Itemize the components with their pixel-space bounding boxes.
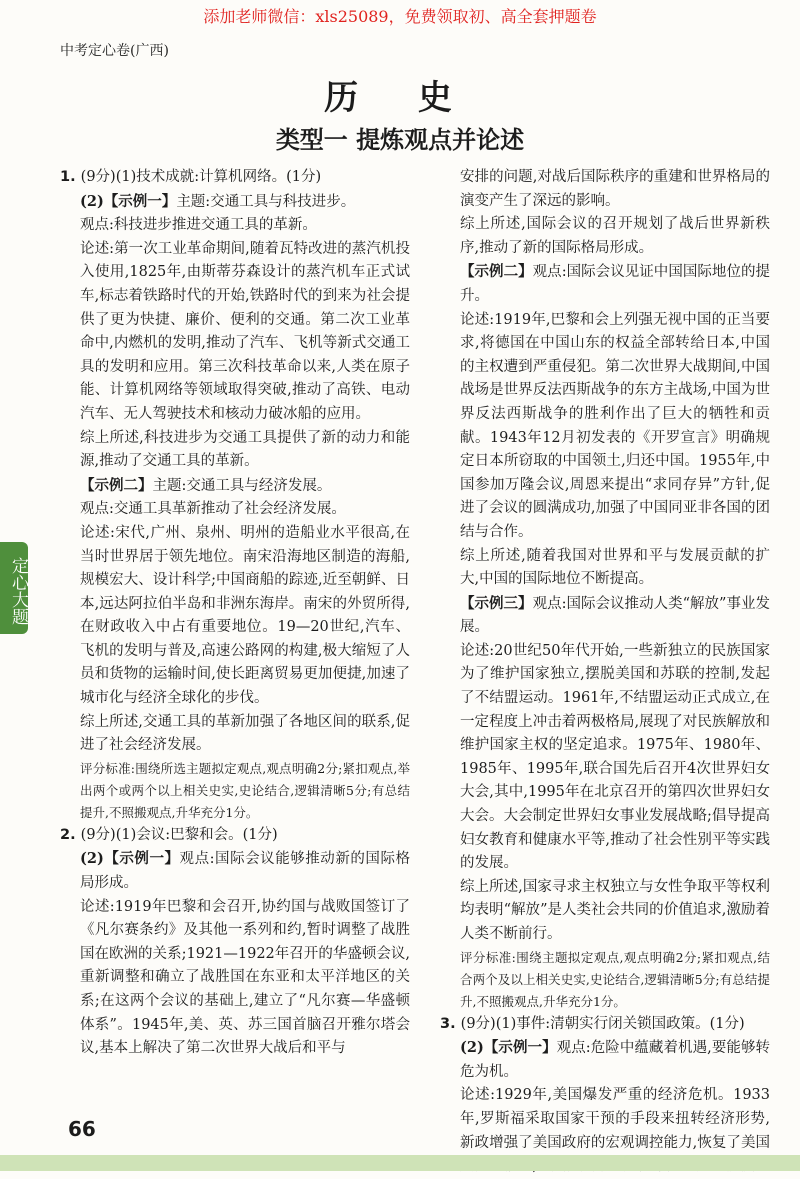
left-column: [60, 166, 410, 1061]
paragraph-text: 综上所述,国家寻求主权独立与女性争取平等权利均表明“解放”是人类社会共同的价值追求,激励着人类不断前行。: [460, 878, 770, 942]
answer-paragraph: [60, 711, 410, 758]
answer-paragraph: [60, 896, 410, 1061]
paragraph-text: 观点:危险中蕴藏着机遇,要能够转危为机。: [460, 1040, 770, 1080]
scoring-criteria: [440, 947, 770, 1013]
example-tag: 【示例二】: [80, 476, 153, 494]
paragraph-text: 论述:1919年巴黎和会召开,协约国与战败国签订了《凡尔赛条约》及其他一系列和约,暂时调整了战胜国在欧洲的关系;1921—1922年召开的华盛顿会议,重新调整和确立了战胜国在东亚和太平洋地区的关系;在这两个会议的基础上,建立了“凡尔赛—华盛顿体系”。1945年,美、英、苏三国首脑召开雅尔塔会议,基本上解决了第二次世界大战后和平与: [80, 898, 410, 1057]
section-subtitle: 类型一 提炼观点并论述: [275, 126, 525, 154]
question-heading: [60, 166, 410, 190]
exam-series-label: 中考定心卷(广西): [60, 43, 169, 59]
paragraph-text: 主题:交通工具与经济发展。: [152, 477, 332, 494]
answer-paragraph: [60, 522, 410, 711]
example-tag: (2)【示例一】: [80, 850, 180, 868]
answer-paragraph: [440, 166, 770, 213]
answer-paragraph: [440, 260, 770, 308]
question-text: (9分)(1)技术成就:计算机网络。(1分): [80, 169, 322, 185]
bottom-decor-bar: [0, 1155, 800, 1171]
answer-paragraph: [60, 498, 410, 522]
watermark-banner: 添加老师微信：xls25089，免费领取初、高全套押题卷: [203, 7, 597, 26]
answer-paragraph: [60, 214, 410, 238]
answer-paragraph: [60, 847, 410, 895]
paragraph-text: 综上所述,交通工具的革新加强了各地区间的联系,促进了社会经济发展。: [80, 713, 410, 754]
paragraph-text: 综上所述,科技进步为交通工具提供了新的动力和能源,推动了交通工具的革新。: [80, 429, 410, 470]
paragraph-text: 观点:国际会议推动人类“解放”事业发展。: [460, 595, 771, 636]
paragraph-text: 论述:宋代,广州、泉州、明州的造船业水平很高,在当时世界居于领先地位。南宋沿海地区制造的海船,规模宏大、设计科学;中国商船的踪迹,近至朝鲜、日本,远达阿拉伯半岛和非洲东海岸。南宋的外贸所得,在财政收入中占有重要地位。19—20世纪,汽车、飞机的发明与普及,高速公路网的构建,极大缩短了人员和货物的运输时间,使长距离贸易更加便捷,加速了城市化与经济全球化的步伐。: [80, 524, 410, 707]
question-heading: [60, 824, 410, 848]
paragraph-text: 综上所述,国际会议的召开规划了战后世界新秩序,推动了新的国际格局形成。: [460, 216, 770, 256]
question-number: 3.: [440, 1015, 461, 1032]
paragraph-text: 评分标准:围绕主题拟定观点,观点明确2分;紧扣观点,结合两个及以上相关史实,史论结合,逻辑清晰5分;有总结提升,不照搬观点,升华充分1分。: [460, 949, 770, 1009]
answer-paragraph: [60, 238, 410, 427]
answer-paragraph: [440, 545, 770, 592]
scoring-criteria: [60, 758, 410, 824]
answer-paragraph: [440, 213, 770, 260]
paragraph-text: 安排的问题,对战后国际秩序的重建和世界格局的演变产生了深远的影响。: [460, 169, 770, 209]
example-tag: (2)【示例一】: [80, 192, 177, 210]
paragraph-text: 论述:1919年,巴黎和会上列强无视中国的正当要求,将德国在中国山东的权益全部转给日本,中国的主权遭到严重侵犯。第二次世界大战期间,中国战场是世界反法西斯战争的东方主战场,中国为世界反法西斯战争的胜利作出了巨大的牺牲和贡献。1943年12月初发表的《开罗宣言》明确规定日本所窃取的中国领土,归还中国。1955年,中国参加万隆会议,周恩来提出“求同存异”方针,促进了会议的圆满成功,加强了中国同亚非各国的团结与合作。: [460, 311, 770, 540]
page-title: 历 史: [324, 78, 476, 118]
answer-paragraph: [60, 190, 410, 215]
paragraph-text: 观点:国际会议能够推动新的国际格局形成。: [80, 851, 411, 892]
answer-paragraph: [60, 427, 410, 474]
answer-paragraph: [440, 876, 770, 947]
answer-paragraph: [440, 640, 770, 876]
paragraph-text: 主题:交通工具与科技进步。: [176, 193, 356, 210]
question-number: 2.: [60, 826, 81, 843]
paragraph-text: 论述:第一次工业革命期间,随着瓦特改进的蒸汽机投入使用,1825年,由斯蒂芬森设计的蒸汽机车正式试车,标志着铁路时代的开始,铁路时代的到来为社会提供了更为快捷、廉价、便利的交通。第二次工业革命中,内燃机的发明,推动了汽车、飞机等新式交通工具的发明和应用。第三次科技革命以来,人类在原子能、计算机网络等领域取得突破,推动了高铁、电动汽车、无人驾驶技术和核动力破冰船的应用。: [80, 240, 410, 422]
question-heading: [440, 1013, 770, 1037]
paragraph-text: 观点:科技进步推进交通工具的革新。: [80, 217, 317, 234]
right-column: [440, 166, 770, 1179]
paragraph-text: 论述:20世纪50年代开始,一些新独立的民族国家为了维护国家独立,摆脱美国和苏联的控制,发起了不结盟运动。1961年,不结盟运动正式成立,在一定程度上冲击着两极格局,展现了对民族解放和维护国家主权的坚定追求。1975年、1980年、1985年、1995年,联合国先后召开4次世界妇女大会,其中,1995年在北京召开的第四次世界妇女大会。大会制定世界妇女事业发展战略;倡导提高妇女教育和健康水平等,推动了社会性别平等实践的发展。: [460, 642, 770, 872]
page-number: 66: [68, 1117, 96, 1141]
answer-paragraph: [440, 592, 770, 640]
paragraph-text: 综上所述,随着我国对世界和平与发展贡献的扩大,中国的国际地位不断提高。: [460, 547, 770, 588]
question-text: (9分)(1)会议:巴黎和会。(1分): [80, 826, 278, 843]
answer-paragraph: [440, 309, 770, 545]
example-tag: 【示例二】: [460, 263, 533, 281]
paragraph-text: 评分标准:围绕所选主题拟定观点,观点明确2分;紧扣观点,举出两个或两个以上相关史实,史论结合,逻辑清晰5分;有总结提升,不照搬观点,升华充分1分。: [80, 760, 410, 820]
answer-paragraph: [440, 1036, 770, 1084]
paragraph-text: 观点:交通工具革新推动了社会经济发展。: [80, 501, 346, 518]
question-text: (9分)(1)事件:清朝实行闭关锁国政策。(1分): [460, 1015, 745, 1032]
question-number: 1.: [60, 169, 81, 185]
side-tab-label: 定心大题: [0, 542, 28, 634]
example-tag: 【示例三】: [460, 594, 533, 612]
paragraph-text: 论述:1929年,美国爆发严重的经济危机。1933年,罗斯福采取国家干预的手段来扭转经济形势,新政增强了美国政府的宏观调控能力,恢复了美国: [460, 1087, 770, 1151]
answer-paragraph: [60, 474, 410, 499]
paragraph-text: 观点:国际会议见证中国国际地位的提升。: [460, 264, 771, 304]
example-tag: (2)【示例一】: [460, 1039, 557, 1057]
